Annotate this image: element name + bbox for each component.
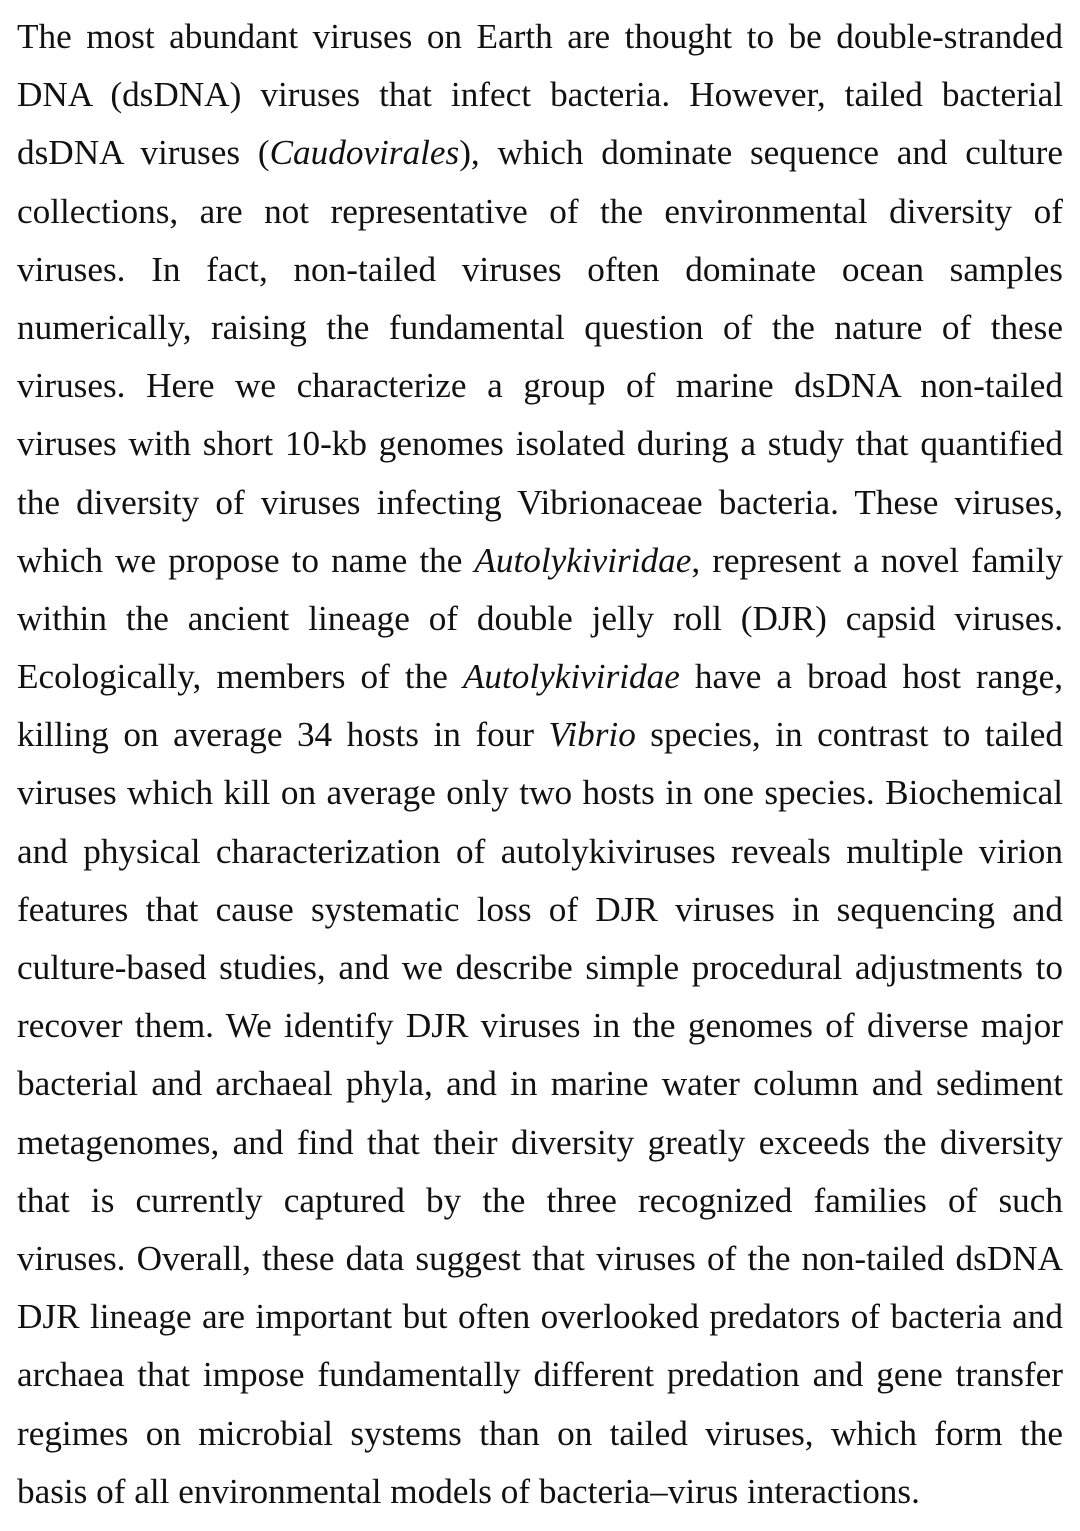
text-line (17, 648, 1063, 706)
text-line (17, 66, 1063, 124)
text-segment: ), which dominate sequence and culture (459, 133, 1063, 173)
text-line (17, 299, 1063, 357)
text-line (17, 1346, 1063, 1404)
text-line (17, 415, 1063, 473)
text-segment: viruses which kill on average only two hosts in one species. Biochemical (17, 773, 1063, 813)
text-segment: features that cause systematic loss of DJR viruses in sequencing and (17, 889, 1063, 929)
text-segment: killing on average 34 hosts in four (17, 715, 549, 755)
text-line (17, 241, 1063, 299)
text-segment: numerically, raising the fundamental question of the nature of these (17, 307, 1063, 347)
text-segment: basis of all environmental models of bacteria–virus interactions. (17, 1471, 920, 1511)
text-line (17, 997, 1063, 1055)
text-segment: DNA (dsDNA) viruses that infect bacteria. However, tailed bacterial (17, 75, 1063, 115)
text-line (17, 1463, 1063, 1521)
text-line (17, 124, 1063, 182)
text-segment: archaea that impose fundamentally different predation and gene transfer (17, 1355, 1063, 1395)
text-line (17, 183, 1063, 241)
text-segment: viruses. In fact, non-tailed viruses often dominate ocean samples (17, 249, 1063, 289)
text-segment: regimes on microbial systems than on tailed viruses, which form the (17, 1413, 1063, 1453)
text-line (17, 1288, 1063, 1346)
text-line (17, 823, 1063, 881)
text-segment: The most abundant viruses on Earth are thought to be double-stranded (17, 17, 1063, 56)
text-line (17, 939, 1063, 997)
text-line (17, 1230, 1063, 1288)
text-line (17, 1114, 1063, 1172)
text-segment: , represent a novel family (691, 540, 1063, 580)
text-segment: and physical characterization of autolykiviruses reveals multiple virion (17, 831, 1063, 871)
text-segment: viruses. Here we characterize a group of marine dsDNA non-tailed (17, 366, 1063, 406)
text-line (17, 590, 1063, 648)
text-segment: viruses with short 10-kb genomes isolated during a study that quantified (17, 424, 1063, 464)
text-segment: viruses. Overall, these data suggest that viruses of the non-tailed dsDNA (17, 1238, 1063, 1278)
italic-text: Vibrio (548, 715, 636, 755)
text-line (17, 357, 1063, 415)
text-segment: culture-based studies, and we describe simple procedural adjustments to (17, 948, 1063, 987)
text-segment: that is currently captured by the three recognized families of such (17, 1180, 1063, 1220)
text-segment: Ecologically, members of the (17, 657, 463, 697)
text-segment: recover them. We identify DJR viruses in the genomes of diverse major (17, 1006, 1063, 1046)
text-segment: dsDNA viruses ( (17, 133, 270, 173)
text-line (17, 764, 1063, 822)
text-line (17, 474, 1063, 532)
text-segment: bacterial and archaeal phyla, and in marine water column and sediment (17, 1064, 1063, 1104)
text-line (17, 532, 1063, 590)
text-line (17, 1172, 1063, 1230)
text-segment: have a broad host range, (679, 657, 1063, 697)
text-line (17, 706, 1063, 764)
text-segment: metagenomes, and find that their diversity greatly exceeds the diversity (17, 1122, 1063, 1162)
text-line (17, 8, 1063, 66)
abstract-paragraph (17, 8, 1063, 1521)
text-line (17, 1055, 1063, 1113)
text-segment: the diversity of viruses infecting Vibrionaceae bacteria. These viruses, (17, 482, 1063, 522)
text-segment: which we propose to name the (17, 540, 475, 580)
text-segment: collections, are not representative of the environmental diversity of (17, 191, 1063, 231)
italic-text: Autolykiviridae (474, 540, 692, 580)
italic-text: Autolykiviridae (462, 657, 680, 697)
text-segment: species, in contrast to tailed (635, 715, 1063, 755)
text-line (17, 881, 1063, 939)
text-segment: within the ancient lineage of double jelly roll (DJR) capsid viruses. (17, 598, 1063, 638)
text-segment: DJR lineage are important but often overlooked predators of bacteria and (17, 1297, 1063, 1337)
text-line (17, 1405, 1063, 1463)
italic-text: Caudovirales (269, 133, 460, 173)
